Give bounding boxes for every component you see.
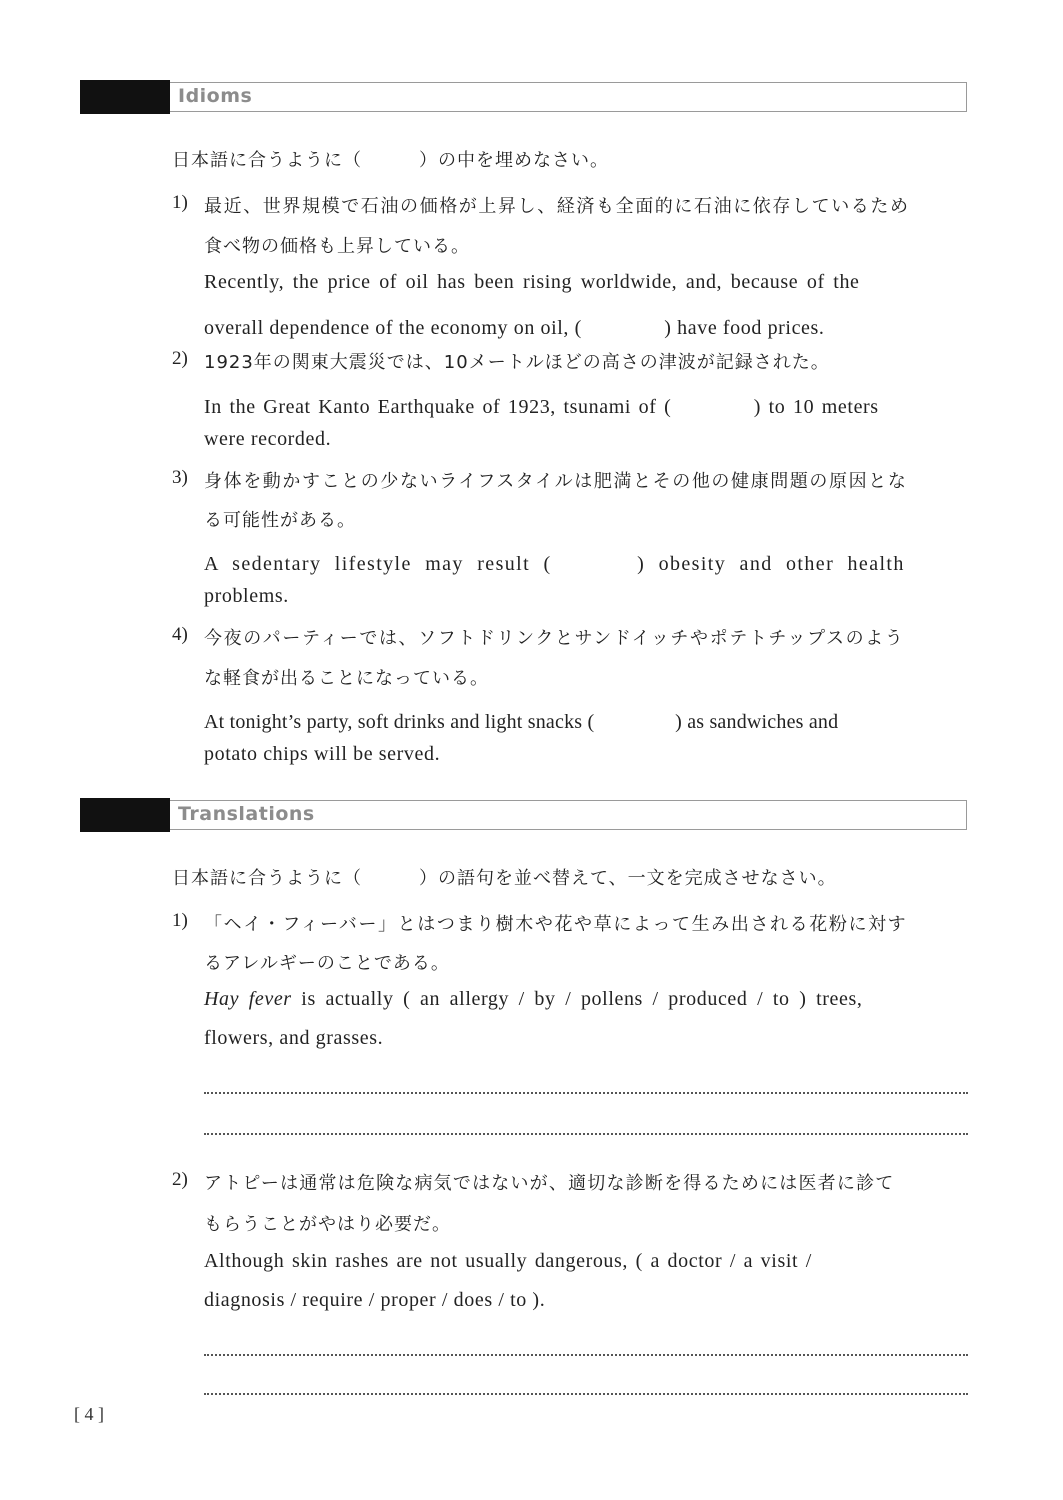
idiom-4-number: 4) — [172, 624, 188, 645]
answer-line-2a[interactable] — [204, 1354, 968, 1356]
idioms-header — [80, 80, 970, 114]
idiom-3-en-line2: problems. — [204, 585, 289, 607]
idiom-2-number: 2) — [172, 348, 188, 369]
translations-title: Translations — [178, 803, 315, 825]
translation-1-en-rest: is actually ( an allergy / by / pollens / produced / to ) trees, — [291, 988, 863, 1010]
idiom-1-en-line1: Recently, the price of oil has been rising worldwide, and, because of the — [204, 271, 860, 293]
idioms-title: Idioms — [178, 85, 253, 107]
idiom-3-en-line1: A sedentary lifestyle may result ( ) obesity and other health — [204, 553, 905, 575]
translation-1-en-line1 — [204, 988, 862, 1011]
answer-line-1a[interactable] — [204, 1092, 968, 1094]
idiom-3-jp-line2: る可能性がある。 — [204, 510, 356, 531]
translation-1-number: 1) — [172, 910, 188, 931]
idiom-1-en-line2: overall dependence of the economy on oil, ( ) have food prices. — [204, 317, 825, 339]
header-black-block — [80, 80, 170, 114]
translation-2-jp-line1: アトピーは通常は危険な病気ではないが、適切な診断を得るためには医者に診て — [204, 1173, 895, 1194]
header-frame — [170, 800, 967, 830]
idiom-4-en-line2: potato chips will be served. — [204, 743, 441, 765]
translations-instruction: 日本語に合うように（ ）の語句を並べ替えて、一文を完成させなさい。 — [172, 868, 837, 889]
translation-2-jp-line2: もらうことがやはり必要だ。 — [204, 1214, 451, 1235]
header-frame — [170, 82, 967, 112]
answer-line-2b[interactable] — [204, 1393, 968, 1395]
translations-header — [80, 798, 970, 832]
page-number: [ 4 ] — [74, 1404, 104, 1424]
translation-2-en-line1: Although skin rashes are not usually dangerous, ( a doctor / a visit / — [204, 1250, 812, 1272]
hay-fever-italic: Hay fever — [204, 988, 292, 1010]
translation-1-jp-line2: るアレルギーのことである。 — [204, 953, 450, 974]
idiom-1-jp-line2: 食べ物の価格も上昇している。 — [204, 236, 470, 257]
idiom-1-number: 1) — [172, 192, 188, 213]
idiom-2-en-line1: In the Great Kanto Earthquake of 1923, tsunami of ( ) to 10 meters — [204, 396, 879, 418]
translation-2-number: 2) — [172, 1169, 188, 1190]
idiom-1-jp-line1: 最近、世界規模で石油の価格が上昇し、経済も全面的に石油に依存しているため — [204, 196, 910, 217]
idiom-4-jp-line2: な軽食が出ることになっている。 — [204, 668, 489, 689]
idiom-3-number: 3) — [172, 467, 188, 488]
answer-line-1b[interactable] — [204, 1133, 968, 1135]
idiom-4-jp-line1: 今夜のパーティーでは、ソフトドリンクとサンドイッチやポテトチップスのよう — [204, 628, 905, 649]
idiom-2-en-line2: were recorded. — [204, 428, 332, 450]
idioms-instruction: 日本語に合うように（ ）の中を埋めなさい。 — [172, 150, 609, 171]
idiom-3-jp-line1: 身体を動かすことの少ないライフスタイルは肥満とその他の健康問題の原因とな — [204, 471, 908, 492]
idiom-4-en-line1: At tonight’s party, soft drinks and light snacks ( ) as sandwiches and — [204, 711, 839, 733]
idiom-2-jp-line1: 1923年の関東大震災では、10メートルほどの高さの津波が記録された。 — [204, 352, 830, 373]
translation-1-en-line2: flowers, and grasses. — [204, 1027, 384, 1049]
header-black-block — [80, 798, 170, 832]
translation-1-jp-line1: 「ヘイ・フィーバー」とはつまり樹木や花や草によって生み出される花粉に対す — [204, 914, 908, 935]
translation-2-en-line2: diagnosis / require / proper / does / to ). — [204, 1289, 546, 1311]
